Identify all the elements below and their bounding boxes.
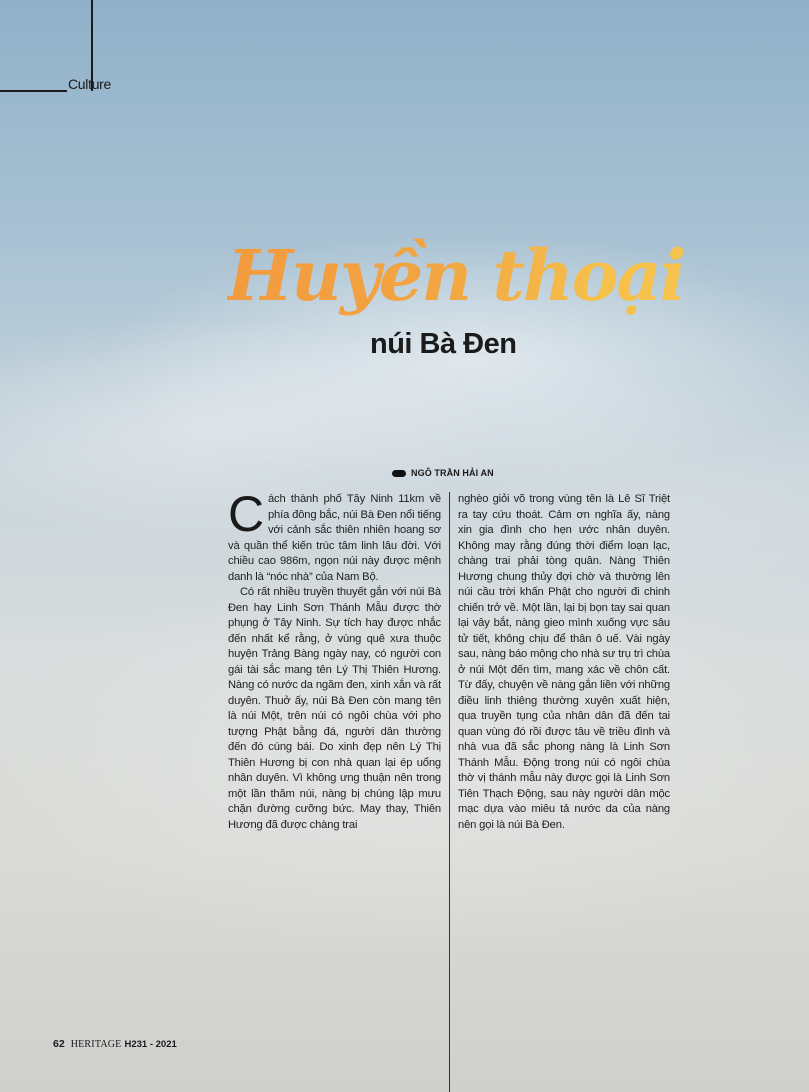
byline-marker-icon	[392, 470, 406, 477]
article-column-left	[228, 486, 441, 833]
page-number: 62	[53, 1038, 65, 1050]
paragraph: nghèo giỏi võ trong vùng tên là Lê Sĩ Triệt ra tay cứu thoát. Cảm ơn nghĩa ấy, nàng xin gia đình cho hẹn ước nhân duyên. Không may rằng đúng thời điểm loạn lạc, chàng trai phải tòng quân. Nàng Thiên Hương chung thủy đợi chờ và thường lên núi cầu trời khấn Phật cho người đi chinh chiến trở về. Một lần, lại bị bọn tay sai quan lại vây bắt, nàng gieo mình xuống vực sâu tử tiết, không chịu để thân ô uế. Vài ngày sau, nàng báo mộng cho nhà sư trụ trì chùa ở núi Một đến tìm, mang xác về chôn cất. Từ đấy, chuyện về nàng gắn liền với những điều linh thiêng thường xuyên xuất hiện, qua truyền tụng của nhân dân đã đến tai quan vùng đó rồi được tâu về triều đình và nhà vua đã sắc phong nàng là Linh Sơn Thánh Mẫu. Động trong núi có ngôi chùa thờ vị thánh mẫu này được gọi là Linh Sơn Tiên Thạch Động, sau này người dân mộc mạc dựa vào miêu tả nước da của nàng nên gọi là núi Bà Đen.	[458, 493, 670, 831]
drop-cap: C	[228, 486, 264, 542]
author-name: NGÔ TRẦN HẢI AN	[411, 468, 494, 478]
column-divider	[449, 492, 450, 1092]
magazine-name: HERITAGE	[70, 1039, 122, 1050]
paragraph: Có rất nhiều truyền thuyết gắn với núi Bà Đen hay Linh Sơn Thánh Mẫu được thờ phụng ở Tây Ninh. Sự tích hay được nhắc đến nhất kể rằng, ở vùng quê xưa thuộc huyện Trảng Bàng ngày nay, có người con gái tài sắc mang tên Lý Thị Thiên Hương. Nàng có nước da ngăm đen, xinh xắn và rất duyên. Thuở ấy, núi Bà Đen còn mang tên là núi Một, trên núi có ngôi chùa với pho tượng Phật bằng đá, người dân thường đến đó cúng bái. Do xinh đẹp nên Lý Thị Thiên Hương bị con nhà quan lại ép uổng nhân duyên. Vì không ưng thuận nên trong một lần thăm núi, nàng bị chúng lập mưu chặn đường cưỡng bức. May thay, Thiên Hương đã được chàng trai	[228, 586, 441, 831]
paragraph	[228, 486, 441, 585]
paragraph-text: ách thành phố Tây Ninh 11km về phía đông bắc, núi Bà Đen nổi tiếng với cảnh sắc thiên nhiên hoang sơ và quần thể kiến trúc tâm linh lâu đời. Với chiều cao 986m, ngọn núi này được mệnh danh là “nóc nhà” của Nam Bộ.	[228, 493, 441, 583]
section-rule	[0, 90, 67, 92]
byline	[392, 466, 494, 480]
article-title-script: Huyền thoại	[227, 226, 697, 336]
section-label: Culture	[68, 76, 112, 92]
article-column-right	[458, 492, 670, 833]
page-footer	[53, 1038, 177, 1050]
article-title-subtitle: núi Bà Đen	[370, 328, 517, 360]
issue-label: H231 - 2021	[124, 1039, 177, 1050]
